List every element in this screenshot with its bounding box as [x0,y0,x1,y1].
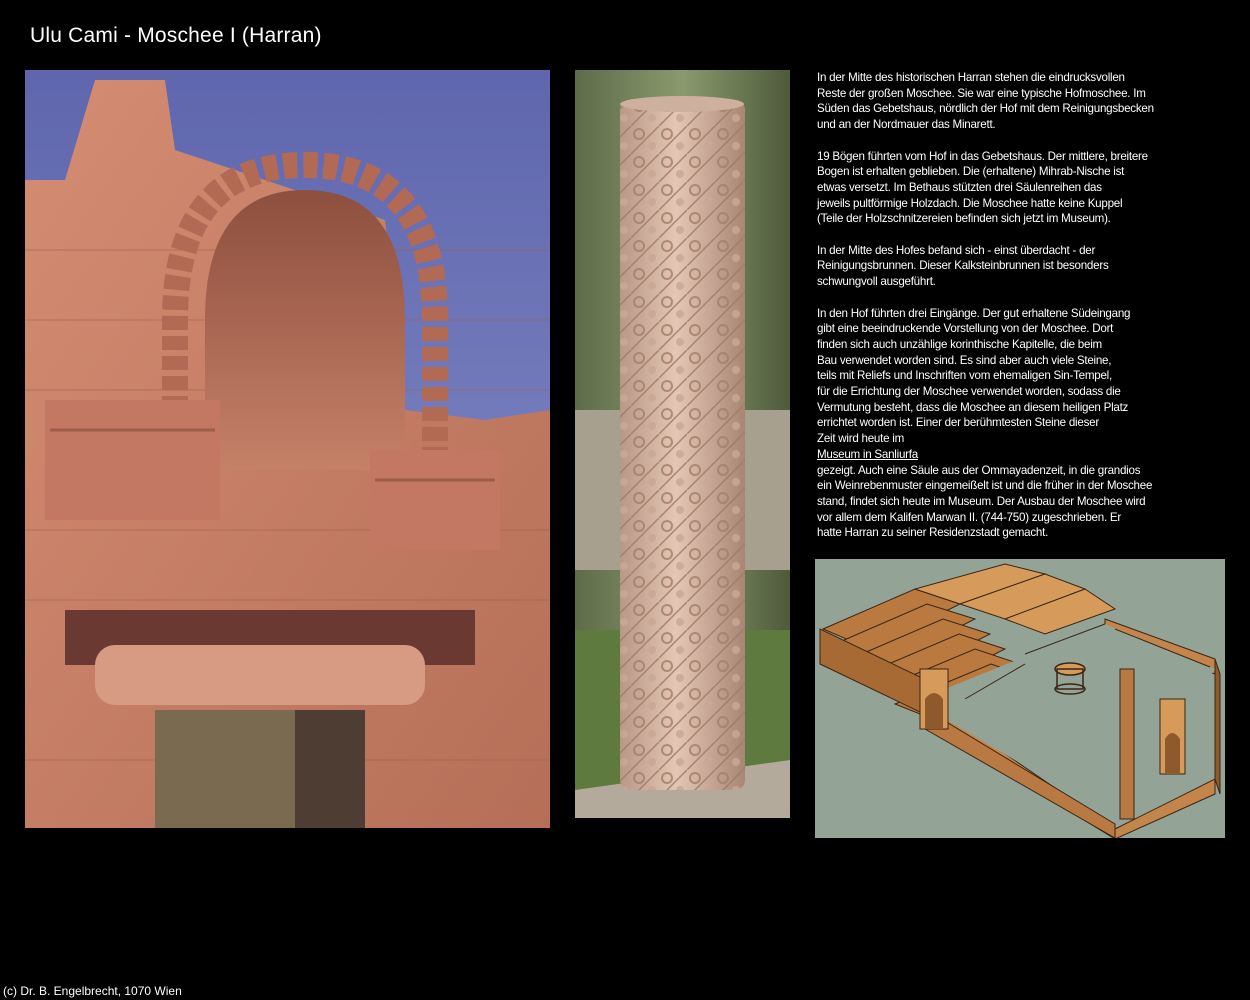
museum-sanliurfa-link[interactable]: Museum in Sanliurfa [817,447,918,461]
page-title: Ulu Cami - Moschee I (Harran) [30,24,322,47]
mosque-reconstruction-drawing [815,559,1225,838]
copyright-footer: (c) Dr. B. Engelbrecht, 1070 Wien [3,984,182,998]
carved-column-photo [575,70,790,818]
arch-photo [25,70,550,828]
description-text [817,70,1197,557]
paragraph-4: In den Hof führten drei Eingänge. Der gut erhaltene Südeingang gibt eine beeindruckende Vorstellung von der Moschee. Dort finden sich auch unzählige korinthische Kapitelle, die beim Bau verwendet worden sind. Es sind aber auch viele Steine, teils mit Reliefs und Inschriften vom ehemaligen Sin-Tempel, für die Errichtung der Moschee verwendet worden, sodass die Vermutung besteht, dass die Moschee an diesem heiligen Platz errichtet worden ist. Einer der berühmtesten Steine dieser Zeit wird heute im Museum in Sanliurfa gezeigt. Auch eine Säule aus der Ommayadenzeit, in die grandios ein Weinrebenmuster eingemeißelt ist und die früher in der Moschee stand, findet sich heute im Museum. Der Ausbau der Moschee wird vor allem dem Kalifen Marwan II. (744-750) zugeschrieben. Er hatte Harran zu seiner Residenzstadt gemacht. [817,306,1153,540]
paragraph-2: 19 Bögen führten vom Hof in das Gebetshaus. Der mittlere, breitere Bogen ist erhalten geblieben. Die (erhaltene) Mihrab-Nische ist etwas versetzt. Im Bethaus stützten drei Säulenreihen das jeweils pultförmige Holzdach. Die Moschee hatte keine Kuppel (Teile der Holzschnitzereien befinden sich jetzt im Museum). [817,149,1148,226]
paragraph-3: In der Mitte des Hofes befand sich - einst überdacht - der Reinigungsbrunnen. Dieser Kalksteinbrunnen ist besonders schwungvoll ausgeführt. [817,243,1109,289]
paragraph-1: In der Mitte des historischen Harran stehen die eindrucksvollen Reste der großen Moschee. Sie war eine typische Hofmoschee. Im Süden das Gebetshaus, nördlich der Hof mit dem Reinigungsbecken und an der Nordmauer das Minarett. [817,71,1154,132]
